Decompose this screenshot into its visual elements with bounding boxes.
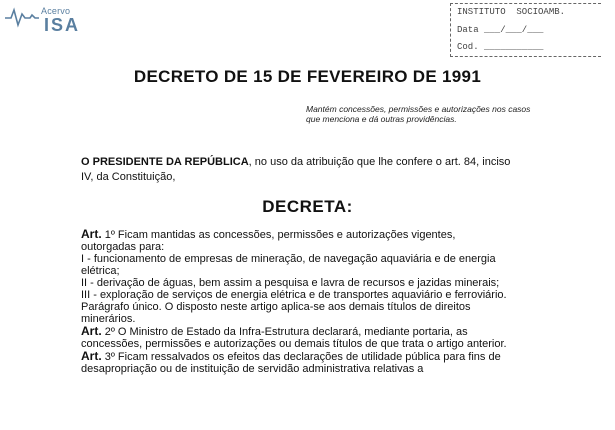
preamble-text: , no uso da atribuição que lhe confere o art. 84, inciso IV, da Constituição, [81,156,511,183]
heartbeat-logo-icon [4,6,40,28]
paragraph-art-1 [81,228,511,253]
paragraph-text: 3º Ficam ressalvados os efeitos das declarações de utilidade pública para fins de desapropriação ou de instituição de servidão administrativa relativas a [81,351,501,375]
stamp-date: Data ___/___/___ [457,25,544,35]
paragraph-text: I - funcionamento de empresas de mineração, de navegação aquaviária e de energia elétrica; [81,253,496,277]
decree-preamble [81,155,521,185]
logo-isa-text: ISA [44,15,81,35]
stamp-code: Cod. ___________ [457,42,544,52]
decree-ementa: Mantém concessões, permissões e autorizações nos casos que menciona e dá outras providências. [306,104,531,124]
paragraph-inciso-1 [81,253,511,277]
paragraph-inciso-3 [81,289,511,301]
decreta-heading: DECRETA: [262,197,353,216]
paragraph-inciso-2 [81,277,511,289]
logo-acervo-text: Acervo [41,6,71,16]
paragraph-text: 2º O Ministro de Estado da Infra-Estrutura declarará, mediante portaria, as concessões, permissões e autorizações ou demais títulos de que trata o artigo anterior. [81,326,507,350]
paragraph-text: III - exploração de serviços de energia elétrica e de transportes aquaviário e ferroviário. [81,289,507,301]
paragraph-text: Parágrafo único. O disposto neste artigo aplica-se aos demais títulos de direitos minerários. [81,301,471,325]
archive-stamp [450,3,601,57]
paragraph-art-3 [81,350,511,375]
article-label: Art. [81,349,102,363]
paragraph-unico [81,301,511,325]
stamp-institution: INSTITUTO SOCIOAMB. [457,7,566,17]
paragraph-art-2 [81,325,511,350]
paragraph-text: II - derivação de águas, bem assim a pesquisa e lavra de recursos e jazidas minerais; [81,277,500,289]
decree-title: DECRETO DE 15 DE FEVEREIRO DE 1991 [133,67,482,86]
article-label: Art. [81,227,102,241]
paragraph-text: 1º Ficam mantidas as concessões, permissões e autorizações vigentes, outorgadas para: [81,229,456,253]
decree-body [81,228,511,375]
preamble-lead: O PRESIDENTE DA REPÚBLICA [81,156,249,168]
acervo-isa-logo [4,2,88,40]
article-label: Art. [81,324,102,338]
